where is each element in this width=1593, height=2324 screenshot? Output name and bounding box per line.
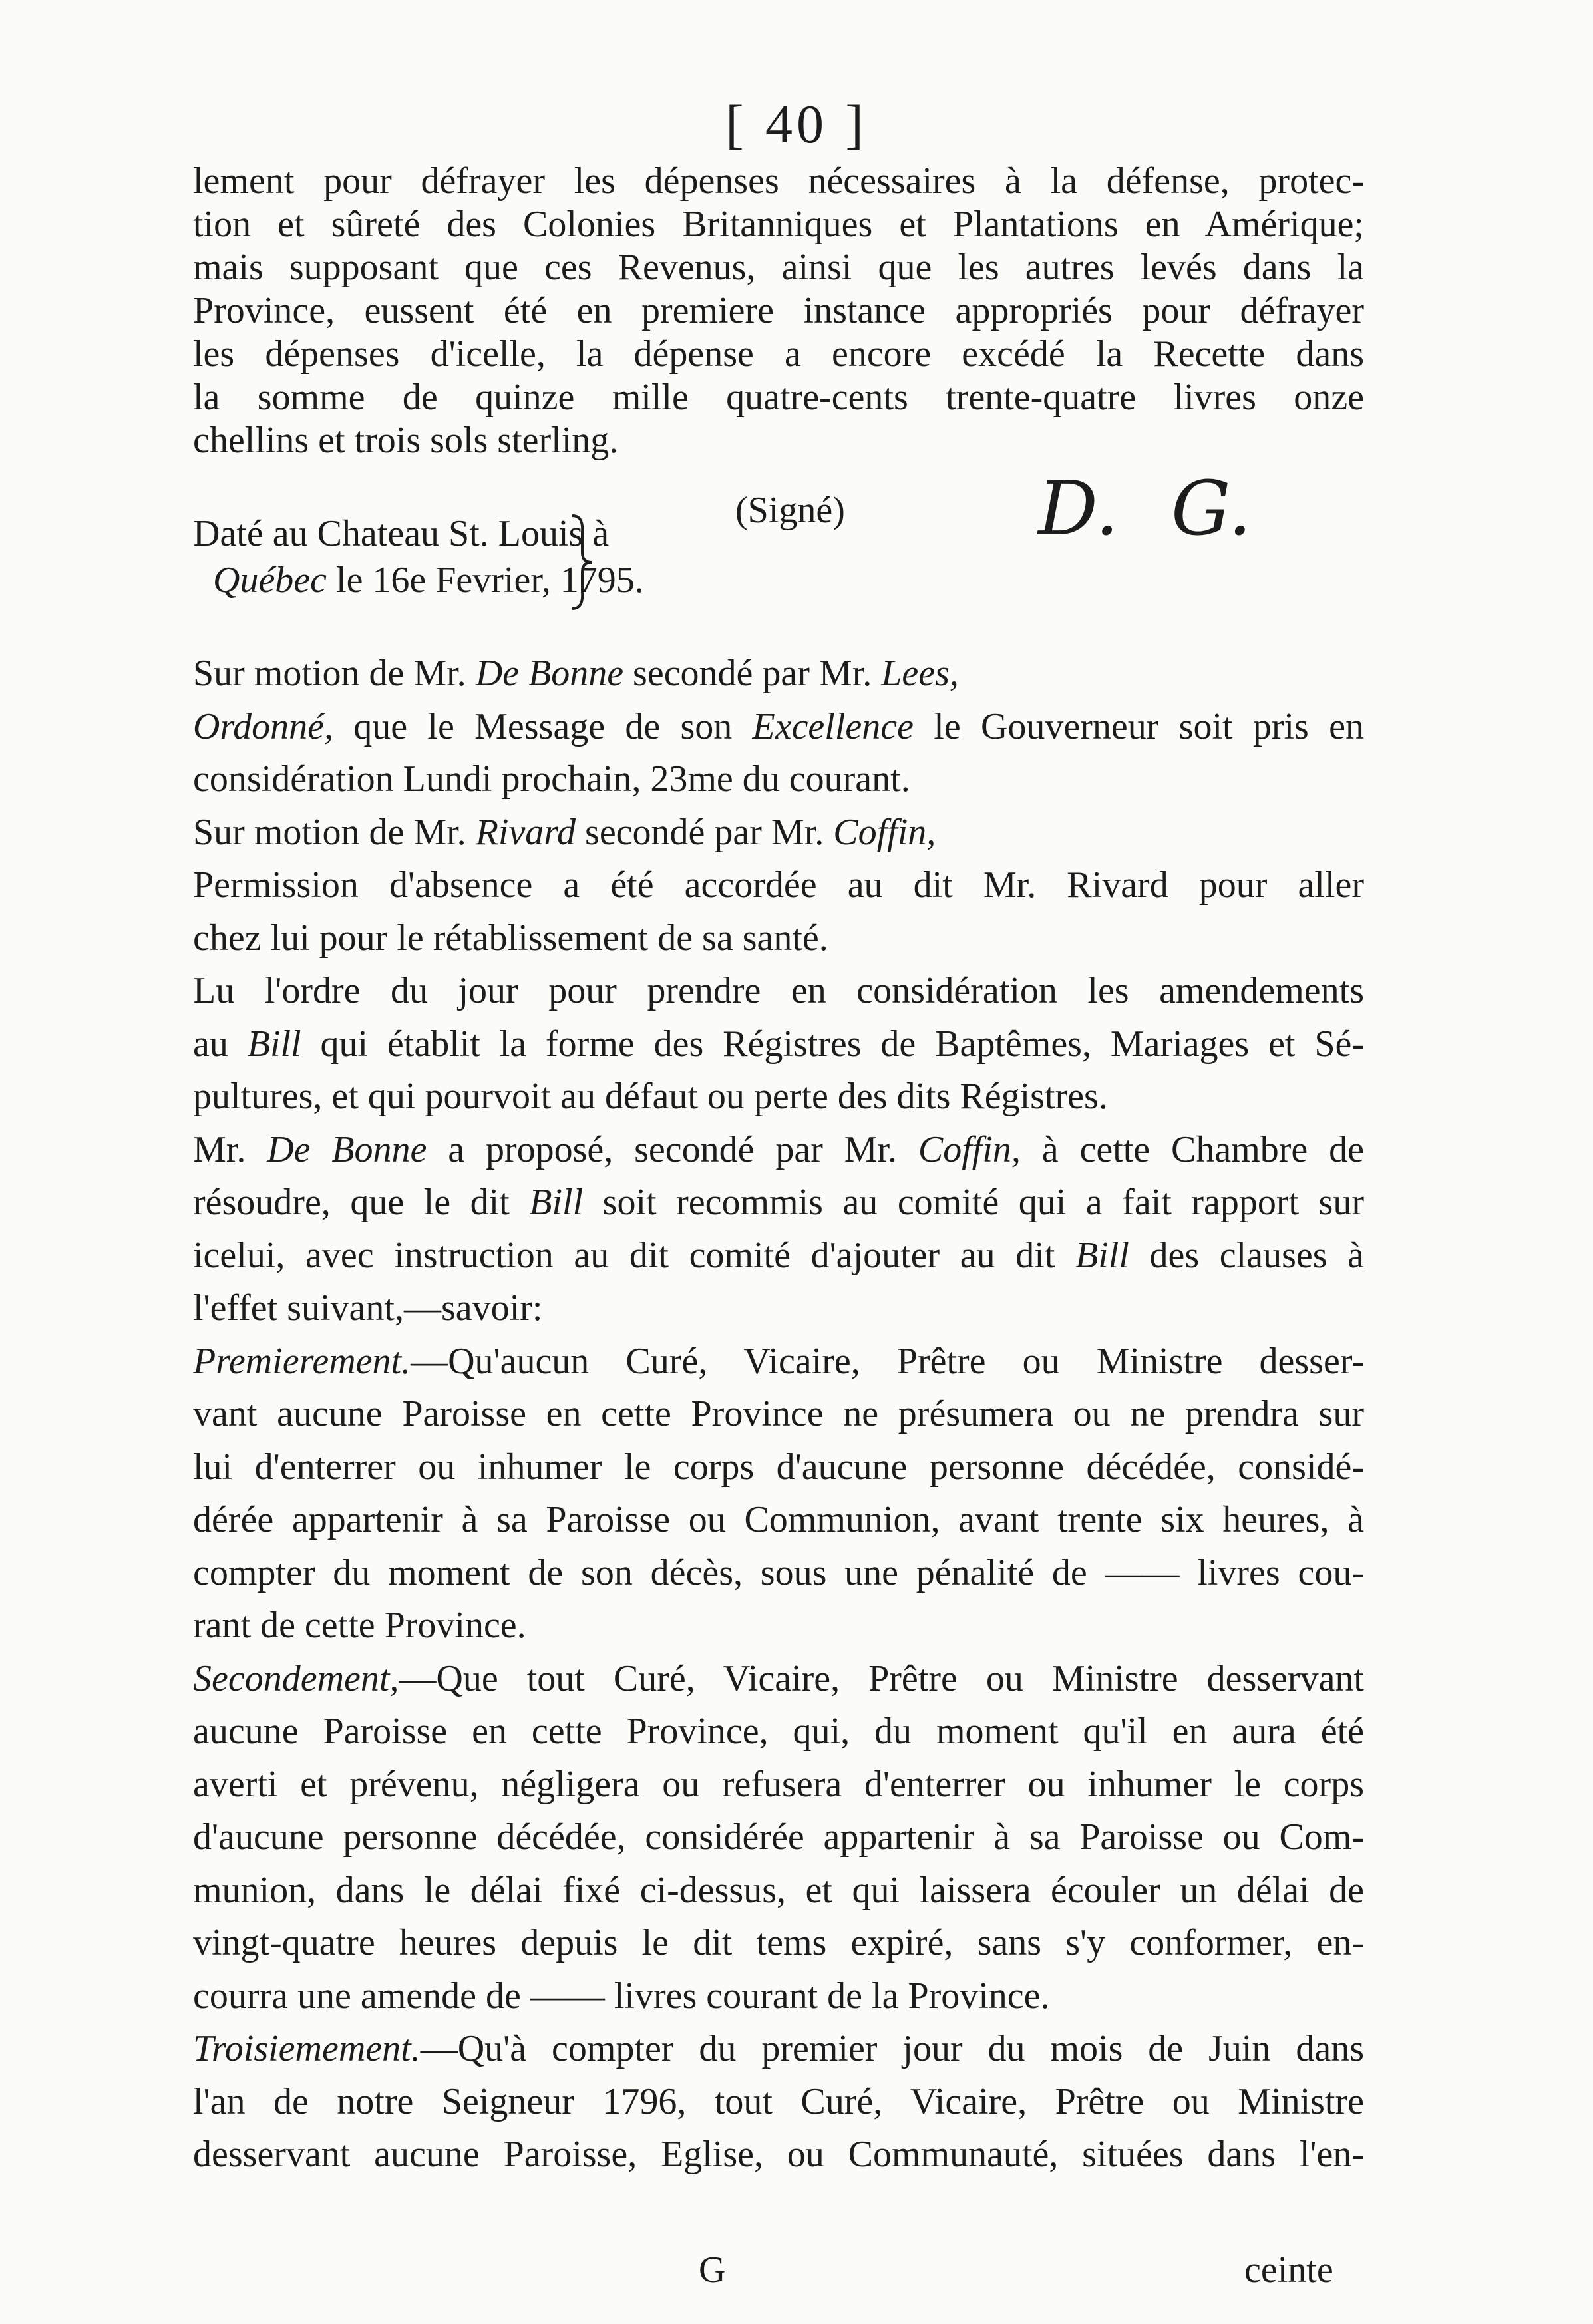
body-line [193, 1816, 1364, 1858]
text-run: à cette Chambre de [1020, 1129, 1364, 1170]
body-line [193, 2133, 1364, 2176]
body-line [193, 652, 1364, 695]
body-line [193, 1657, 1364, 1700]
italic-text: Premierement. [193, 1341, 411, 1382]
curly-brace [569, 512, 596, 612]
body-line [193, 1340, 1364, 1383]
text-run: au [193, 1023, 248, 1065]
page-number: [ 40 ] [725, 94, 868, 154]
body-line [193, 1975, 1364, 2017]
text-run: dérée appartenir à sa Paroisse ou Communion, avant trente six heures, à [193, 1499, 1364, 1540]
body-line [193, 1023, 1364, 1065]
body-line [193, 2080, 1364, 2123]
italic-text: Bill [247, 1023, 301, 1065]
body-line [193, 811, 1364, 854]
text-run: icelui, avec instruction au dit comité d'ajouter au dit [193, 1235, 1076, 1276]
italic-text: Coffin, [918, 1129, 1021, 1170]
body-line [193, 969, 1364, 1012]
text-run: considération Lundi prochain, 23me du courant. [193, 758, 910, 800]
opening-line: les dépenses d'icelle, la dépense a encore excédé la Recette dans [193, 333, 1364, 375]
text-run: lui d'enterrer ou inhumer le corps d'aucune personne décédée, considé- [193, 1446, 1364, 1488]
text-run: pultures, et qui pourvoit au défaut ou perte des dits Régistres. [193, 1076, 1108, 1117]
text-run: chez lui pour le rétablissement de sa santé. [193, 917, 828, 959]
body-line [193, 1446, 1364, 1488]
text-run: le Gouverneur soit pris en [913, 706, 1364, 747]
body-line [193, 1710, 1364, 1752]
text-run: secondé par Mr. [623, 653, 882, 694]
body-line [193, 1869, 1364, 1911]
body-line [193, 1604, 1364, 1647]
text-run: munion, dans le délai fixé ci-dessus, et qui laissera écouler un délai de [193, 1870, 1364, 1911]
italic-text: Lees, [881, 653, 959, 694]
opening-line: lement pour défrayer les dépenses nécessaires à la défense, protec- [193, 160, 1364, 202]
italic-text: Bill [529, 1182, 584, 1223]
text-run: a proposé, secondé par Mr. [427, 1129, 918, 1170]
text-run: Sur motion de Mr. [193, 812, 476, 853]
text-run: que le Message de son [333, 706, 753, 747]
signed-label: (Signé) [735, 490, 845, 531]
opening-line: la somme de quinze mille quatre-cents trente-quatre livres onze [193, 377, 1364, 418]
dateline-place: Québec [213, 560, 327, 601]
text-run: aucune Paroisse en cette Province, qui, du moment qu'il en aura été [193, 1711, 1364, 1752]
body-line [193, 705, 1364, 748]
italic-text: Rivard [475, 812, 576, 853]
text-run: l'effet suivant,—savoir: [193, 1287, 543, 1329]
text-run: Lu l'ordre du jour pour prendre en considération les amendements [193, 970, 1364, 1011]
body-line [193, 758, 1364, 800]
text-run: averti et prévenu, négligera ou refusera d'enterrer ou inhumer le corps [193, 1764, 1364, 1805]
body-line [193, 1552, 1364, 1594]
italic-text: Excellence [752, 706, 914, 747]
text-run: d'aucune personne décédée, considérée appartenir à sa Paroisse ou Com- [193, 1816, 1364, 1858]
signature-initial-g: G. [1171, 466, 1252, 552]
text-run: Permission d'absence a été accordée au dit Mr. Rivard pour aller [193, 864, 1364, 906]
text-run: secondé par Mr. [576, 812, 834, 853]
italic-text: Secondement, [193, 1658, 399, 1699]
text-run: l'an de notre Seigneur 1796, tout Curé, Vicaire, Prêtre ou Ministre [193, 2081, 1364, 2122]
body-line [193, 1234, 1364, 1277]
italic-text: Troisiemement. [193, 2028, 421, 2069]
dateline-date: le 16e Fevrier, 1795. [327, 560, 644, 601]
text-run: Sur motion de Mr. [193, 653, 476, 694]
text-run: vant aucune Paroisse en cette Province ne présumera ou ne prendra sur [193, 1393, 1364, 1434]
body-line [193, 2027, 1364, 2070]
italic-text: Ordonné, [193, 706, 334, 747]
text-run: rant de cette Province. [193, 1605, 526, 1646]
italic-text: Coffin, [833, 812, 936, 853]
body-line [193, 1393, 1364, 1435]
dateline-line-1: Daté au Chateau St. Louis à [193, 513, 610, 554]
text-run: soit recommis au comité qui a fait rapport sur [583, 1182, 1364, 1223]
text-run: des clauses à [1129, 1235, 1364, 1276]
signature-mark: G [699, 2249, 726, 2291]
text-run: qui établit la forme des Régistres de Baptêmes, Mariages et Sé- [301, 1023, 1365, 1065]
text-run: compter du moment de son décès, sous une pénalité de —— livres cou- [193, 1552, 1364, 1593]
body-line [193, 1287, 1364, 1329]
text-run: résoudre, que le dit [193, 1182, 530, 1223]
italic-text: De Bonne [267, 1129, 427, 1170]
text-run: Mr. [193, 1129, 267, 1170]
body-line [193, 1128, 1364, 1171]
text-run: courra une amende de —— livres courant de la Province. [193, 1975, 1050, 2017]
body-line [193, 1181, 1364, 1224]
body-line [193, 1075, 1364, 1118]
text-run: vingt-quatre heures depuis le dit tems expiré, sans s'y conformer, en- [193, 1922, 1364, 1963]
body-line [193, 1921, 1364, 1964]
text-run: —Qu'aucun Curé, Vicaire, Prêtre ou Ministre desser- [411, 1341, 1364, 1382]
body-line [193, 1763, 1364, 1806]
text-run: —Qu'à compter du premier jour du mois de Juin dans [420, 2028, 1364, 2069]
text-run: desservant aucune Paroisse, Eglise, ou Communauté, situées dans l'en- [193, 2134, 1364, 2175]
opening-line: Province, eussent été en premiere instance appropriés pour défrayer [193, 290, 1364, 331]
italic-text: Bill [1075, 1235, 1129, 1276]
catchword: ceinte [1244, 2249, 1333, 2291]
body-line [193, 864, 1364, 906]
text-run: —Que tout Curé, Vicaire, Prêtre ou Ministre desservant [399, 1658, 1364, 1699]
opening-line: tion et sûreté des Colonies Britanniques et Plantations en Amérique; [193, 204, 1364, 245]
signature-initial-d: D. [1038, 466, 1119, 552]
italic-text: De Bonne [475, 653, 624, 694]
body-line [193, 1498, 1364, 1541]
body-line [193, 917, 1364, 959]
opening-line: mais supposant que ces Revenus, ainsi que les autres levés dans la [193, 247, 1364, 288]
opening-line: chellins et trois sols sterling. [193, 420, 619, 461]
